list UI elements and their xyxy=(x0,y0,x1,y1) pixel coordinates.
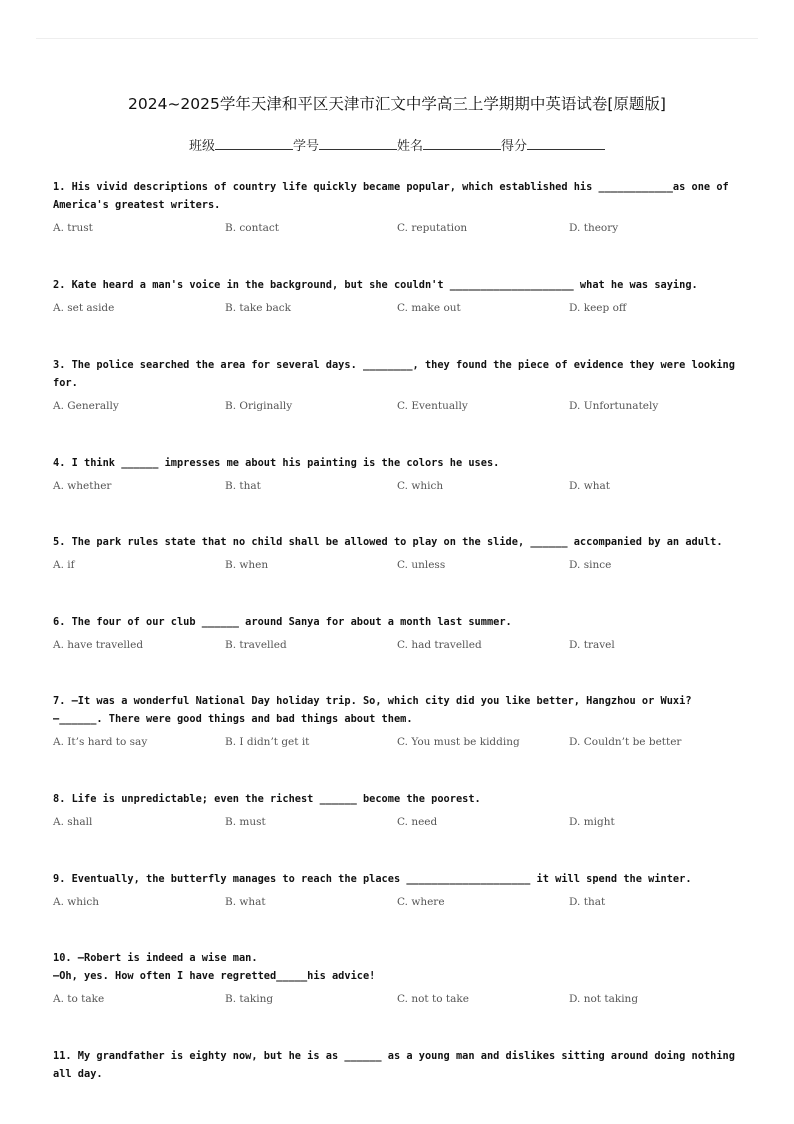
option-c[interactable]: C. make out xyxy=(397,302,461,314)
option-a[interactable]: A. set aside xyxy=(53,302,115,314)
option-a[interactable]: A. have travelled xyxy=(53,639,144,651)
option-c[interactable]: C. where xyxy=(397,896,445,908)
option-d[interactable]: D. not taking xyxy=(569,993,639,1005)
answer-options xyxy=(53,222,743,240)
score-label: 得分 xyxy=(501,139,528,154)
question-stem: 10. —Robert is indeed a wise man. —Oh, yes. How often I have regretted_____his advice! xyxy=(53,952,376,982)
answer-options xyxy=(53,993,743,1011)
option-a[interactable]: A. if xyxy=(53,559,75,571)
option-c[interactable]: C. unless xyxy=(397,559,446,571)
score-blank[interactable] xyxy=(527,137,605,150)
option-b[interactable]: B. travelled xyxy=(225,639,287,651)
question-stem: 4. I think ______ impresses me about his painting is the colors he uses. xyxy=(53,457,500,469)
option-d[interactable]: D. since xyxy=(569,559,612,571)
option-b[interactable]: B. what xyxy=(225,896,266,908)
option-c[interactable]: C. reputation xyxy=(397,222,468,234)
option-b[interactable]: B. take back xyxy=(225,302,292,314)
question-stem: 2. Kate heard a man's voice in the background, but she couldn't ____________________ what he was saying. xyxy=(53,279,698,291)
option-d[interactable]: D. Couldn’t be better xyxy=(569,736,682,748)
student-number-label: 学号 xyxy=(292,139,319,154)
class-label: 班级 xyxy=(188,139,215,154)
answer-options xyxy=(53,639,743,657)
option-d[interactable]: D. what xyxy=(569,480,610,492)
question-11 xyxy=(53,1047,743,1083)
question-7 xyxy=(53,692,743,754)
option-a[interactable]: A. whether xyxy=(53,480,112,492)
option-c[interactable]: C. had travelled xyxy=(397,639,482,651)
question-stem: 7. —It was a wonderful National Day holiday trip. So, which city did you like better, Hangzhou or Wuxi? —______. There were good things and bad things about them. xyxy=(53,695,692,725)
option-a[interactable]: A. trust xyxy=(53,222,93,234)
name-label: 姓名 xyxy=(397,139,424,154)
option-b[interactable]: B. taking xyxy=(225,993,274,1005)
question-2 xyxy=(53,276,743,320)
option-b[interactable]: B. contact xyxy=(225,222,279,234)
page-title: 2024~2025学年天津和平区天津市汇文中学高三上学期期中英语试卷[原题版] xyxy=(128,95,666,113)
question-1 xyxy=(53,178,743,240)
option-d[interactable]: D. that xyxy=(569,896,606,908)
question-3 xyxy=(53,356,743,418)
option-b[interactable]: B. Originally xyxy=(225,400,293,412)
question-stem: 1. His vivid descriptions of country life quickly became popular, which established his ____________as one of America's greatest writers. xyxy=(53,181,735,211)
answer-options xyxy=(53,302,743,320)
option-c[interactable]: C. which xyxy=(397,480,444,492)
option-a[interactable]: A. which xyxy=(53,896,100,908)
student-number-blank[interactable] xyxy=(319,137,397,150)
answer-options xyxy=(53,480,743,498)
answer-options xyxy=(53,736,743,754)
option-d[interactable]: D. might xyxy=(569,816,615,828)
option-a[interactable]: A. shall xyxy=(53,816,93,828)
option-a[interactable]: A. It’s hard to say xyxy=(53,736,148,748)
option-c[interactable]: C. Eventually xyxy=(397,400,468,412)
option-d[interactable]: D. travel xyxy=(569,639,615,651)
question-stem: 9. Eventually, the butterfly manages to reach the places ____________________ it will spend the winter. xyxy=(53,873,692,885)
option-b[interactable]: B. when xyxy=(225,559,269,571)
question-stem: 8. Life is unpredictable; even the richest ______ become the poorest. xyxy=(53,793,481,805)
question-9 xyxy=(53,870,743,914)
name-blank[interactable] xyxy=(423,137,501,150)
question-5 xyxy=(53,533,743,577)
option-a[interactable]: A. Generally xyxy=(53,400,119,412)
option-c[interactable]: C. You must be kidding xyxy=(397,736,520,748)
question-stem: 6. The four of our club ______ around Sanya for about a month last summer. xyxy=(53,616,512,628)
student-info-line xyxy=(0,135,794,154)
question-4 xyxy=(53,454,743,498)
option-d[interactable]: D. theory xyxy=(569,222,619,234)
option-a[interactable]: A. to take xyxy=(53,993,105,1005)
answer-options xyxy=(53,816,743,834)
option-b[interactable]: B. I didn’t get it xyxy=(225,736,310,748)
option-d[interactable]: D. Unfortunately xyxy=(569,400,659,412)
answer-options xyxy=(53,559,743,577)
answer-options xyxy=(53,400,743,418)
option-c[interactable]: C. need xyxy=(397,816,438,828)
option-d[interactable]: D. keep off xyxy=(569,302,627,314)
question-stem: 11. My grandfather is eighty now, but he is as ______ as a young man and dislikes sitting around doing nothing all day. xyxy=(53,1050,742,1080)
question-stem: 5. The park rules state that no child shall be allowed to play on the slide, ______ accompanied by an adult. xyxy=(53,536,723,548)
option-b[interactable]: B. must xyxy=(225,816,266,828)
top-divider xyxy=(36,38,758,39)
question-8 xyxy=(53,790,743,834)
question-6 xyxy=(53,613,743,657)
option-c[interactable]: C. not to take xyxy=(397,993,469,1005)
option-b[interactable]: B. that xyxy=(225,480,261,492)
question-stem: 3. The police searched the area for several days. ________, they found the piece of evidence they were looking for. xyxy=(53,359,742,389)
question-10 xyxy=(53,949,743,1011)
answer-options xyxy=(53,896,743,914)
class-blank[interactable] xyxy=(215,137,293,150)
